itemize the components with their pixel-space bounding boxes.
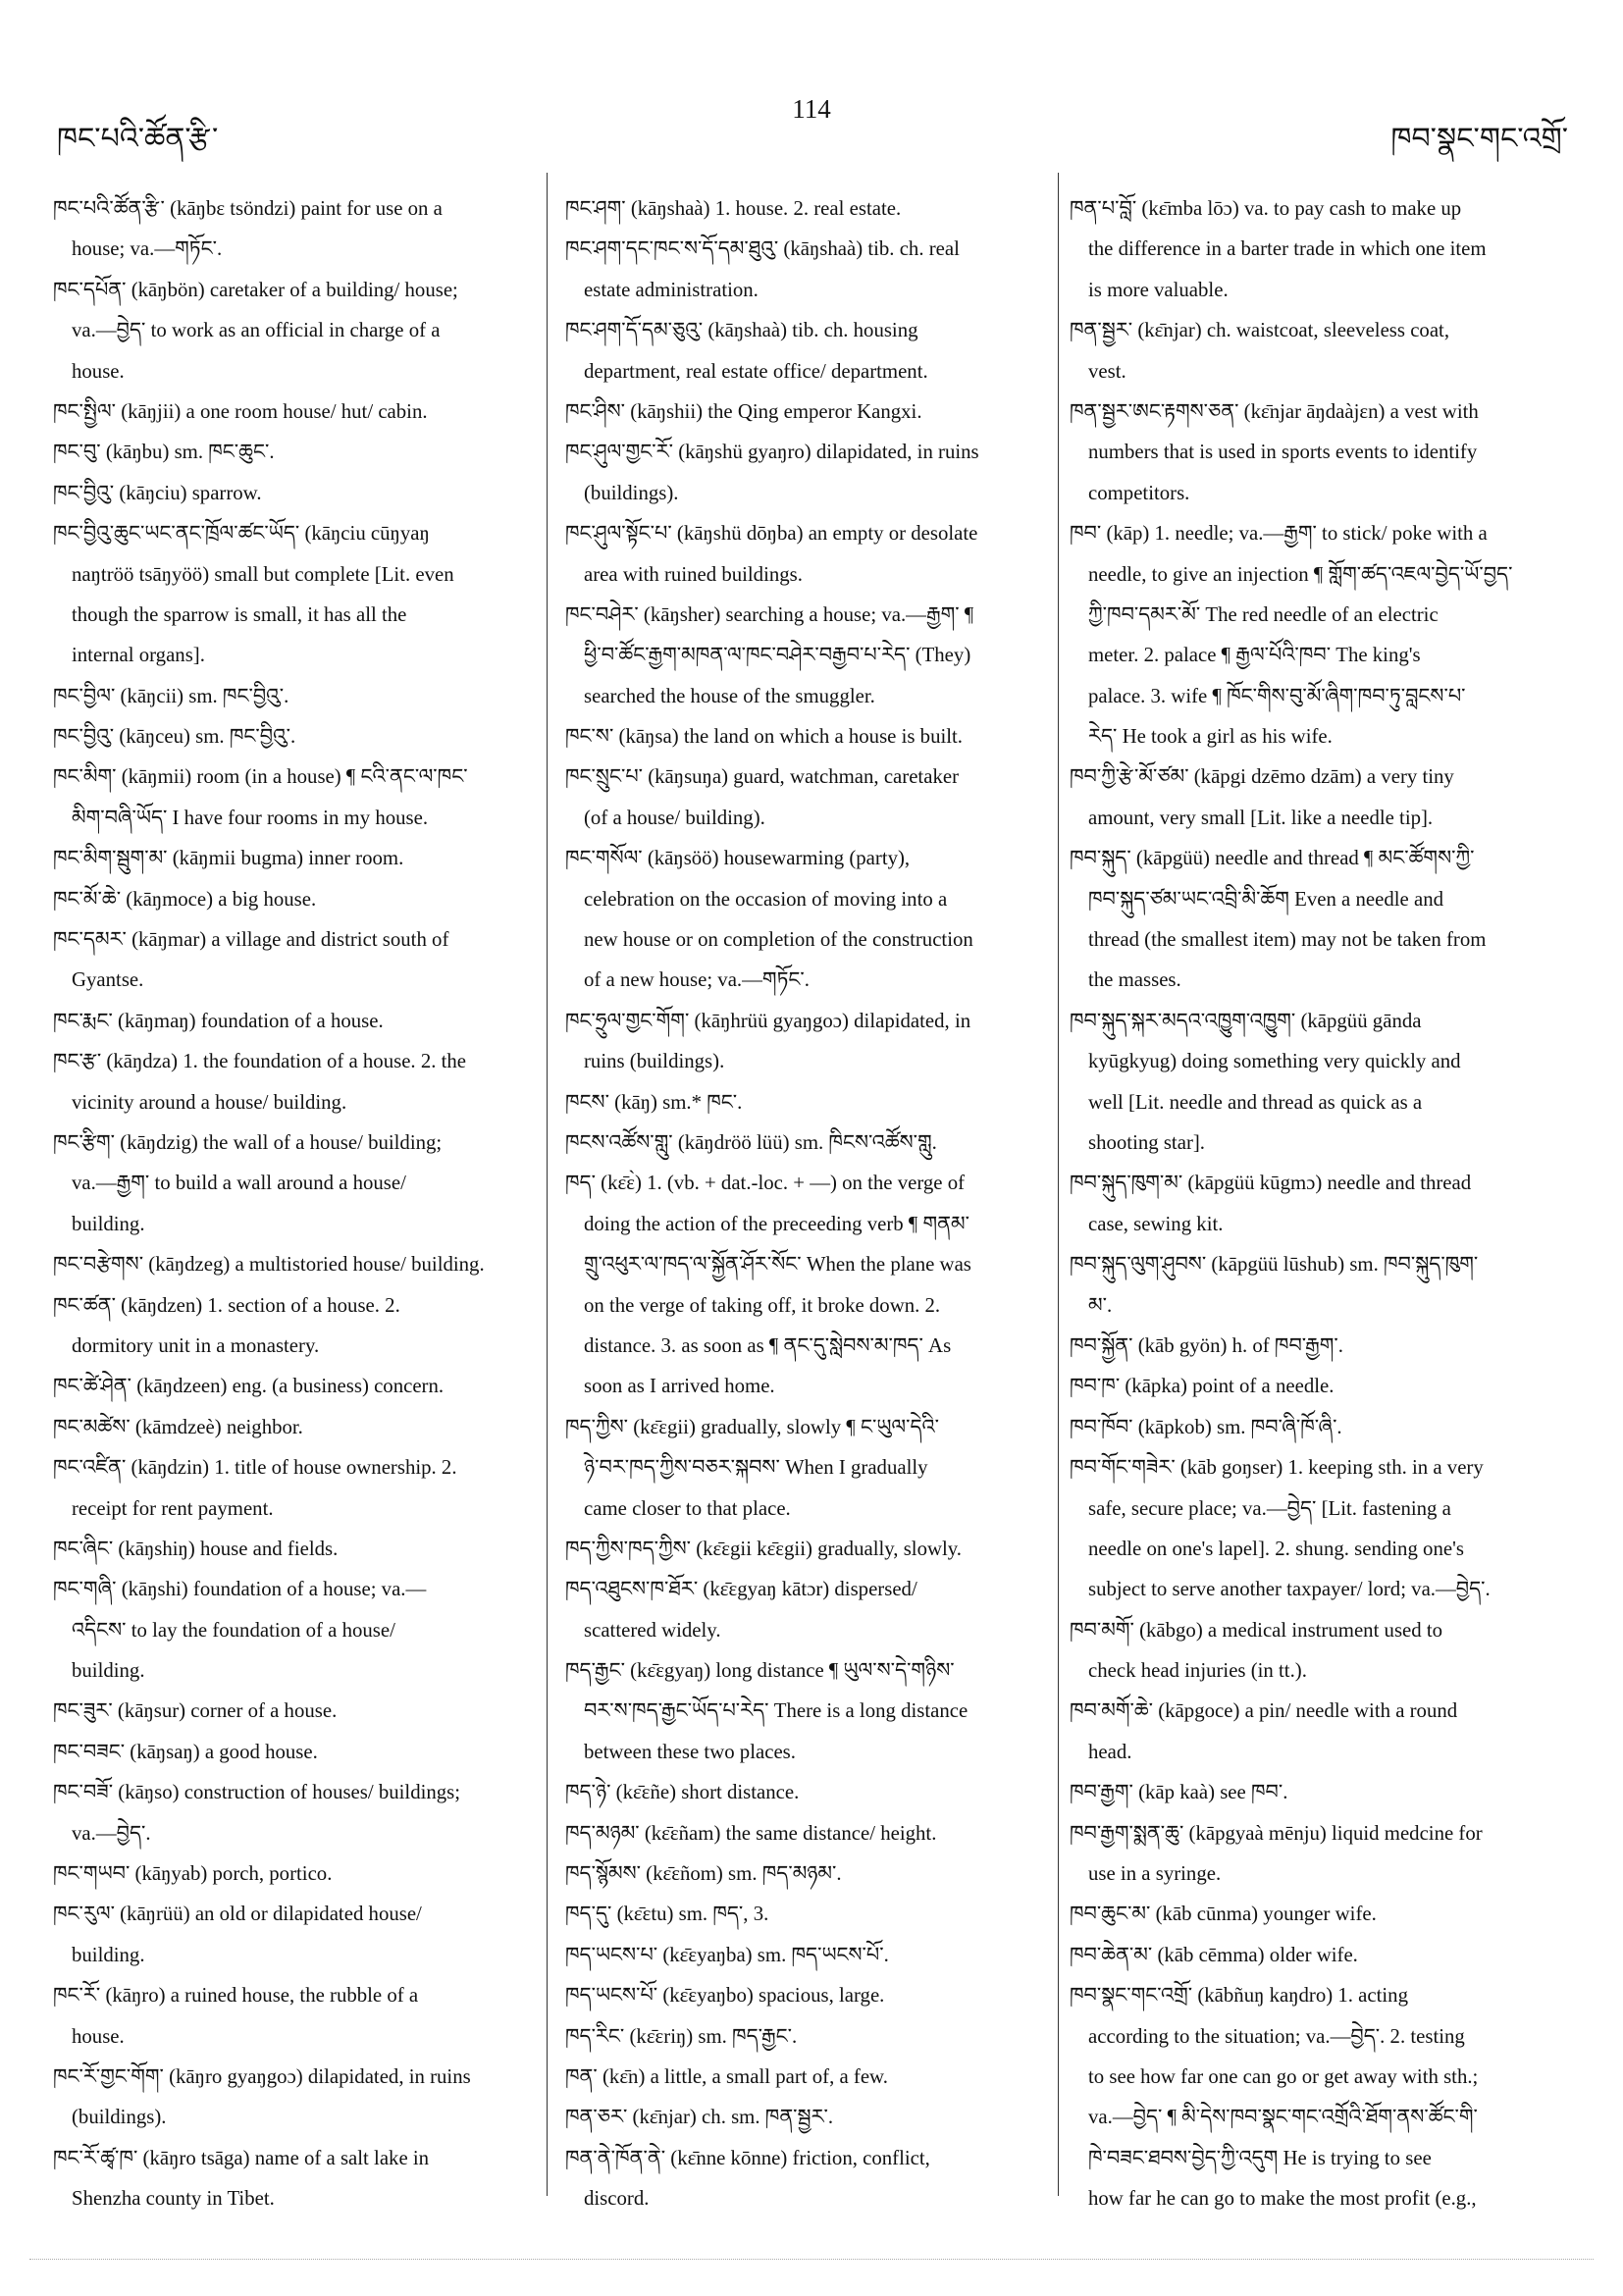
entry-headword-line: ཁང་ཚན་ (kāŋdzen) 1. section of a house. 2. — [53, 1293, 400, 1317]
entry-headword-line: ཁན་པ་བློ་ (kɛ̄mba lōɔ) va. to pay cash to make up — [1070, 197, 1462, 220]
entry-continuation-line: (buildings). — [72, 2106, 167, 2129]
entry-headword-line: ཁངས་འཚོས་གླུ་ (kāŋdröö lüü) sm. ཁིངས་འཚོས་གླུ. — [565, 1130, 937, 1154]
entry-headword-line: ཁང་བརྩེགས་ (kāŋdzeg) a multistoried house/ building. — [53, 1253, 485, 1277]
entry-continuation-line: estate administration. — [584, 278, 759, 301]
entry-continuation-line: མ་. — [1088, 1293, 1113, 1317]
entry-continuation-line: distance. 3. as soon as ¶ ནང་དུ་སླེབས་མ་ཁད་ As — [584, 1333, 952, 1357]
dictionary-column-3 — [1070, 188, 1570, 2219]
entry-continuation-line: ཕྱི་བ་ཚོང་རྒྱག་མཁན་ལ་ཁང་བཤེར་བརྒྱབ་པ་རེད་ (They) — [584, 644, 971, 667]
entry-headword-line: ཁད་ཡངས་པོ་ (kɛ̄ɛyaŋbo) spacious, large. — [565, 1984, 885, 2008]
entry-continuation-line: འདིངས་ to lay the foundation of a house/ — [72, 1618, 395, 1642]
entry-continuation-line: though the sparrow is small, it has all the — [72, 602, 407, 626]
entry-headword-line: ཁབ་ཀྱི་རྩེ་མོ་ཙམ་ (kāpgi dzēmo dzām) a very tiny — [1070, 765, 1454, 789]
dictionary-column-1 — [53, 188, 514, 2219]
entry-continuation-line: use in a syringe. — [1088, 1862, 1222, 1886]
entry-headword-line: ཁབ་རྒྱག་སྨན་ཆུ་ (kāpgyaà mēnju) liquid medcine for — [1070, 1821, 1483, 1845]
entry-headword-line: ཁང་རྩིག་ (kāŋdzig) the wall of a house/ building; — [53, 1130, 443, 1154]
entry-headword-line: ཁན་ནེ་ཁོན་ནེ་ (kɛ̄nne kōnne) friction, conflict, — [565, 2146, 930, 2169]
entry-continuation-line: va.—རྒྱག་ to build a wall around a house/ — [72, 1172, 406, 1195]
entry-headword-line: ཁང་གཞི་ (kāŋshi) foundation of a house; va.— — [53, 1578, 427, 1601]
entry-continuation-line: came closer to that place. — [584, 1496, 791, 1520]
entry-continuation-line: head. — [1088, 1740, 1132, 1763]
entry-continuation-line: Gyantse. — [72, 968, 144, 992]
entry-headword-line: ཁན་སྦྱར་ཨང་རྟགས་ཅན་ (kɛ̄njar āŋdaàjɛn) a vest with — [1070, 399, 1479, 423]
entry-headword-line: ཁང་རྨང་ (kāŋmaŋ) foundation of a house. — [53, 1009, 384, 1032]
entry-headword-line: ཁང་མཚེས་ (kāmdzeè) neighbor. — [53, 1415, 303, 1438]
entry-continuation-line: vest. — [1088, 359, 1126, 383]
entry-headword-line: ཁད་དུ་ (kɛ̄ɛtu) sm. ཁད་, 3. — [565, 1903, 769, 1926]
entry-continuation-line: རེད་ He took a girl as his wife. — [1088, 725, 1333, 749]
entry-headword-line: ཁད་ཉེ་ (kɛ̄ɛñe) short distance. — [565, 1781, 800, 1804]
entry-continuation-line: the difference in a barter trade in which one item — [1088, 237, 1487, 261]
entry-headword-line: ཁབ་ཆུང་མ་ (kāb cūnma) younger wife. — [1070, 1903, 1377, 1926]
entry-continuation-line: ཀྱི་ཁབ་དམར་མོ་ The red needle of an electric — [1088, 602, 1439, 626]
entry-continuation-line: གྲུ་འཕུར་ལ་ཁད་ལ་སྐྱོན་ཤོར་སོང་ When the plane was — [584, 1253, 971, 1277]
entry-headword-line: ཁང་ཤག་དོ་དམ་ཅུའུ་ (kāŋshaà) tib. ch. housing — [565, 319, 918, 342]
entry-headword-line: ཁང་མིག་ (kāŋmii) room (in a house) ¶ ངའི་ནང་ལ་ཁང་ — [53, 765, 468, 789]
entry-continuation-line: naŋtröö tsāŋyöö) small but complete [Lit. even — [72, 562, 454, 586]
entry-continuation-line: searched the house of the smuggler. — [584, 684, 875, 707]
entry-headword-line: ཁབ་ (kāp) 1. needle; va.—རྒྱག་ to stick/ poke with a — [1070, 522, 1488, 546]
entry-continuation-line: Shenzha county in Tibet. — [72, 2187, 275, 2211]
entry-headword-line: ཁང་ཞིང་ (kāŋshiŋ) house and fields. — [53, 1537, 339, 1560]
entry-continuation-line: new house or on completion of the construction — [584, 928, 973, 952]
entry-headword-line: ཁང་བྱིལ་ (kāŋcii) sm. ཁང་བྱིའུ་. — [53, 684, 289, 707]
entry-headword-line: ཁད་མཉམ་ (kɛ̄ɛñam) the same distance/ height. — [565, 1821, 937, 1845]
entry-headword-line: ཁབ་སྐུད་སྐར་མདའ་འཁྱུག་འཁྱུག་ (kāpgüü gānda — [1070, 1009, 1422, 1032]
entry-continuation-line: on the verge of taking off, it broke down. 2. — [584, 1293, 941, 1317]
entry-headword-line: ཁང་རོ་ (kāŋro) a ruined house, the rubble of a — [53, 1984, 419, 2008]
entry-continuation-line: building. — [72, 1943, 145, 1966]
entry-continuation-line: internal organs]. — [72, 644, 205, 667]
entry-headword-line: ཁང་བཟོ་ (kāŋso) construction of houses/ buildings; — [53, 1781, 461, 1804]
entry-continuation-line: kyūgkyug) doing something very quickly and — [1088, 1050, 1461, 1073]
entry-headword-line: ཁང་བུ་ (kāŋbu) sm. ཁང་ཆུང་. — [53, 441, 275, 464]
entry-continuation-line: area with ruined buildings. — [584, 562, 803, 586]
entry-headword-line: ཁད་ཀྱིས་ (kɛ̄ɛgii) gradually, slowly ¶ ང་ཡུལ་དེའི་ — [565, 1415, 939, 1438]
entry-headword-line: ཁང་ཚེ་ཤེན་ (kāŋdzeen) eng. (a business) concern. — [53, 1375, 445, 1398]
entry-headword-line: ཁད་འཐུངས་ཁ་ཐོར་ (kɛ̄ɛgyaŋ kātɔr) dispersed/ — [565, 1578, 917, 1601]
entry-headword-line: ཁང་བཟང་ (kāŋsaŋ) a good house. — [53, 1740, 318, 1763]
entry-headword-line: ཁབ་སྐུད་ཁུག་མ་ (kāpgüü kūgmɔ) needle and thread — [1070, 1172, 1472, 1195]
entry-continuation-line: meter. 2. palace ¶ རྒྱལ་པོའི་ཁབ་ The king's — [1088, 644, 1421, 667]
entry-headword-line: ཁབ་ཆེན་མ་ (kāb cēmma) older wife. — [1070, 1943, 1358, 1966]
entry-continuation-line: house. — [72, 359, 125, 383]
entry-headword-line: ཁང་རུལ་ (kāŋrüü) an old or dilapidated house/ — [53, 1903, 422, 1926]
entry-headword-line: ཁང་བྱིའུ་ (kāŋceu) sm. ཁང་བྱིའུ་. — [53, 725, 296, 749]
entry-continuation-line: dormitory unit in a monastery. — [72, 1333, 320, 1357]
entry-headword-line: ཁན་ཅར་ (kɛ̄njar) ch. sm. ཁན་སྦྱར་. — [565, 2106, 834, 2129]
entry-continuation-line: building. — [72, 1659, 145, 1683]
entry-continuation-line: shooting star]. — [1088, 1130, 1205, 1154]
entry-continuation-line: palace. 3. wife ¶ ཁོང་གིས་བུ་མོ་ཞིག་ཁབ་ཏུ་བླངས་པ་ — [1088, 684, 1466, 707]
column-divider — [547, 173, 548, 2196]
entry-headword-line: ཁང་རོ་གྱང་གོག་ (kāŋro gyaŋgoɔ) dilapidated, in ruins — [53, 2064, 471, 2088]
entry-continuation-line: the masses. — [1088, 968, 1181, 992]
entry-headword-line: ཁང་ཤིས་ (kāŋshii) the Qing emperor Kangxi. — [565, 399, 922, 423]
entry-headword-line: ཁང་གཡབ་ (kāŋyab) porch, portico. — [53, 1862, 333, 1886]
entry-continuation-line: is more valuable. — [1088, 278, 1229, 301]
entry-headword-line: ཁད་ཀྱིས་ཁད་ཀྱིས་ (kɛ̄ɛgii kɛ̄ɛgii) gradually, slowly. — [565, 1537, 963, 1560]
entry-continuation-line: subject to serve another taxpayer/ lord; va.—བྱེད་. — [1088, 1578, 1491, 1601]
entry-headword-line: ཁང་བྱིའུ་ཆུང་ཡང་ནང་ཁྲོལ་ཚང་ཡོད་ (kāŋciu cūŋyaŋ — [53, 522, 430, 546]
entry-headword-line: ཁང་བྱིའུ་ (kāŋciu) sparrow. — [53, 481, 262, 504]
entry-continuation-line: (buildings). — [584, 481, 679, 504]
page-number: 114 — [792, 94, 831, 124]
entry-continuation-line: receipt for rent payment. — [72, 1496, 274, 1520]
entry-headword-line: ཁབ་སྣང་གང་འགྲོ་ (kābñuŋ kaŋdro) 1. acting — [1070, 1984, 1408, 2008]
entry-headword-line: ཁངས་ (kāŋ) sm.* ཁང་. — [565, 1090, 743, 1114]
entry-headword-line: ཁང་སྤྱིལ་ (kāŋjii) a one room house/ hut/ cabin. — [53, 399, 428, 423]
entry-continuation-line: (of a house/ building). — [584, 806, 765, 829]
entry-headword-line: ཁང་ཧྲུལ་གྱང་གོག་ (kāŋhrüü gyaŋgoɔ) dilapidated, in — [565, 1009, 971, 1032]
column-divider — [1058, 173, 1059, 2196]
entry-continuation-line: celebration on the occasion of moving into a — [584, 887, 948, 911]
entry-continuation-line: discord. — [584, 2187, 650, 2211]
entry-headword-line: ཁང་པའི་ཚོན་རྩི་ (kāŋbɛ tsöndzi) paint for use on a — [53, 197, 443, 220]
entry-headword-line: ཁབ་ཁ་ (kāpka) point of a needle. — [1070, 1375, 1335, 1398]
entry-continuation-line: how far he can go to make the most profit (e.g., — [1088, 2187, 1477, 2211]
entry-continuation-line: of a new house; va.—གཏོང་. — [584, 968, 810, 992]
entry-headword-line: ཁབ་མགོ་ཆེ་ (kāpgoce) a pin/ needle with a round — [1070, 1699, 1458, 1723]
entry-continuation-line: amount, very small [Lit. like a needle tip]. — [1088, 806, 1434, 829]
entry-headword-line: ཁབ་གོང་གཟེར་ (kāb goŋser) 1. keeping sth. in a very — [1070, 1456, 1484, 1480]
entry-headword-line: ཁབ་རྒྱག་ (kāp kaà) see ཁབ་. — [1070, 1781, 1288, 1804]
entry-headword-line: ཁབ་ཁོབ་ (kāpkob) sm. ཁབ་ཞི་ཁོ་ཞི་. — [1070, 1415, 1342, 1438]
entry-continuation-line: ཁབ་སྐུད་ཙམ་ཡང་འབྲི་མི་ཆོག Even a needle and — [1088, 887, 1443, 911]
entry-continuation-line: to see how far one can go or get away with sth.; — [1088, 2064, 1479, 2088]
entry-headword-line: ཁད་སྙོམས་ (kɛ̄ɛñom) sm. ཁད་མཉམ་. — [565, 1862, 842, 1886]
entry-continuation-line: va.—བྱེད་ ¶ མི་དེས་ཁབ་སྣང་གང་འགྲོའི་ཐོག་ནས་ཚོང་གི་ — [1088, 2106, 1478, 2129]
entry-headword-line: ཁང་རྩ་ (kāŋdza) 1. the foundation of a house. 2. the — [53, 1050, 467, 1073]
entry-headword-line: ཁང་མོ་ཆེ་ (kāŋmoce) a big house. — [53, 887, 317, 911]
entry-headword-line: ཁང་མིག་སྦུག་མ་ (kāŋmii bugma) inner room. — [53, 847, 404, 870]
page-bottom-edge — [29, 2259, 1594, 2260]
entry-continuation-line: va.—བྱེད་ to work as an official in charge of a — [72, 319, 441, 342]
entry-headword-line: ཁབ་སྐུད་ལུག་ཤུབས་ (kāpgüü lūshub) sm. ཁབ་སྐུད་ཁུག་ — [1070, 1253, 1479, 1277]
entry-headword-line: ཁང་གསོལ་ (kāŋsöö) housewarming (party), — [565, 847, 911, 870]
entry-continuation-line: building. — [72, 1212, 145, 1235]
entry-continuation-line: department, real estate office/ department. — [584, 359, 928, 383]
entry-continuation-line: doing the action of the preceeding verb ¶ གནམ་ — [584, 1212, 969, 1235]
entry-continuation-line: house; va.—གཏོང་. — [72, 237, 223, 261]
entry-headword-line: ཁན་སྦྱར་ (kɛ̄njar) ch. waistcoat, sleeveless coat, — [1070, 319, 1450, 342]
entry-continuation-line: needle, to give an injection ¶ གློག་ཚད་འཇལ་བྱེད་ཡོ་བྱད་ — [1088, 562, 1513, 586]
entry-continuation-line: ruins (buildings). — [584, 1050, 725, 1073]
entry-headword-line: ཁད་ (kɛ̄ɛ̀) 1. (vb. + dat.-loc. + —) on the verge of — [565, 1172, 966, 1195]
entry-headword-line: ཁང་བཤེར་ (kāŋsher) searching a house; va.—རྒྱག་ ¶ — [565, 602, 974, 626]
entry-headword-line: ཁད་ཡངས་པ་ (kɛ̄ɛyaŋba) sm. ཁད་ཡངས་པོ་. — [565, 1943, 889, 1966]
entry-headword-line: ཁང་ཤག་དང་ཁང་ས་དོ་དམ་ཐུའུ་ (kāŋshaà) tib. ch. real — [565, 237, 960, 261]
entry-continuation-line: numbers that is used in sports events to identify — [1088, 441, 1478, 464]
entry-continuation-line: ཉེ་བར་ཁད་ཀྱིས་བཅར་སྐབས་ When I gradually — [584, 1456, 928, 1480]
entry-continuation-line: མིག་བཞི་ཡོད་ I have four rooms in my house. — [72, 806, 429, 829]
entry-headword-line: ཁང་ཟུར་ (kāŋsur) corner of a house. — [53, 1699, 338, 1723]
entry-continuation-line: vicinity around a house/ building. — [72, 1090, 347, 1114]
entry-headword-line: ཁང་འཛིན་ (kāŋdzin) 1. title of house ownership. 2. — [53, 1456, 457, 1480]
entry-headword-line: ཁབ་སྐྱོན་ (kāb gyön) h. of ཁབ་རྒྱག་. — [1070, 1333, 1343, 1357]
entry-continuation-line: competitors. — [1088, 481, 1190, 504]
entry-headword-line: ཁང་དཔོན་ (kāŋbön) caretaker of a building/ house; — [53, 278, 458, 301]
entry-continuation-line: check head injuries (in tt.). — [1088, 1659, 1307, 1683]
entry-continuation-line: ཁེ་བཟང་ཐབས་བྱེད་ཀྱི་འདུག He is trying to see — [1088, 2146, 1432, 2169]
entry-headword-line: ཁང་ཤུལ་གྱང་རོ་ (kāŋshü gyaŋro) dilapidated, in ruins — [565, 441, 979, 464]
entry-continuation-line: thread (the smallest item) may not be taken from — [1088, 928, 1487, 952]
entry-headword-line: ཁང་དམར་ (kāŋmar) a village and district south of — [53, 928, 449, 952]
running-head-right: ཁབ་སྣང་གང་འགྲོ་ — [1390, 123, 1568, 155]
entry-headword-line: ཁང་ས་ (kāŋsa) the land on which a house is built. — [565, 725, 963, 749]
entry-continuation-line: house. — [72, 2024, 125, 2048]
running-head-left: ཁང་པའི་ཚོན་རྩི་ — [57, 123, 219, 155]
entry-headword-line: ཁང་རོ་ཚྭ་ཁ་ (kāŋro tsāga) name of a salt lake in — [53, 2146, 430, 2169]
entry-continuation-line: according to the situation; va.—བྱེད་. 2. testing — [1088, 2024, 1465, 2048]
entry-headword-line: ཁབ་མགོ་ (kābgo) a medical instrument used to — [1070, 1618, 1443, 1642]
entry-continuation-line: well [Lit. needle and thread as quick as a — [1088, 1090, 1423, 1114]
entry-headword-line: ཁང་ཤག་ (kāŋshaà) 1. house. 2. real estate. — [565, 197, 902, 220]
entry-continuation-line: needle on one's lapel]. 2. shung. sending one's — [1088, 1537, 1464, 1560]
entry-continuation-line: safe, secure place; va.—བྱེད་ [Lit. fastening a — [1088, 1496, 1451, 1520]
entry-headword-line: ཁད་རིང་ (kɛ̄ɛriŋ) sm. ཁད་རྒྱང་. — [565, 2024, 798, 2048]
entry-continuation-line: བར་ས་ཁད་རྒྱང་ཡོད་པ་རེད་ There is a long distance — [584, 1699, 969, 1723]
entry-headword-line: ཁད་རྒྱང་ (kɛ̄ɛgyaŋ) long distance ¶ ཡུལ་ས་དེ་གཉིས་ — [565, 1659, 955, 1683]
entry-continuation-line: va.—བྱེད་. — [72, 1821, 151, 1845]
entry-continuation-line: between these two places. — [584, 1740, 796, 1763]
entry-continuation-line: scattered widely. — [584, 1618, 721, 1642]
entry-headword-line: ཁབ་སྐུད་ (kāpgüü) needle and thread ¶ མང་ཚོགས་ཀྱི་ — [1070, 847, 1475, 870]
dictionary-column-2 — [565, 188, 1036, 2219]
entry-headword-line: ཁན་ (kɛ̄n) a little, a small part of, a few. — [565, 2064, 888, 2088]
entry-continuation-line: soon as I arrived home. — [584, 1375, 775, 1398]
entry-headword-line: ཁང་སྲུང་པ་ (kāŋsuŋa) guard, watchman, caretaker — [565, 765, 959, 789]
entry-continuation-line: case, sewing kit. — [1088, 1212, 1224, 1235]
entry-headword-line: ཁང་ཤུལ་སྟོང་པ་ (kāŋshü dōŋba) an empty or desolate — [565, 522, 978, 546]
